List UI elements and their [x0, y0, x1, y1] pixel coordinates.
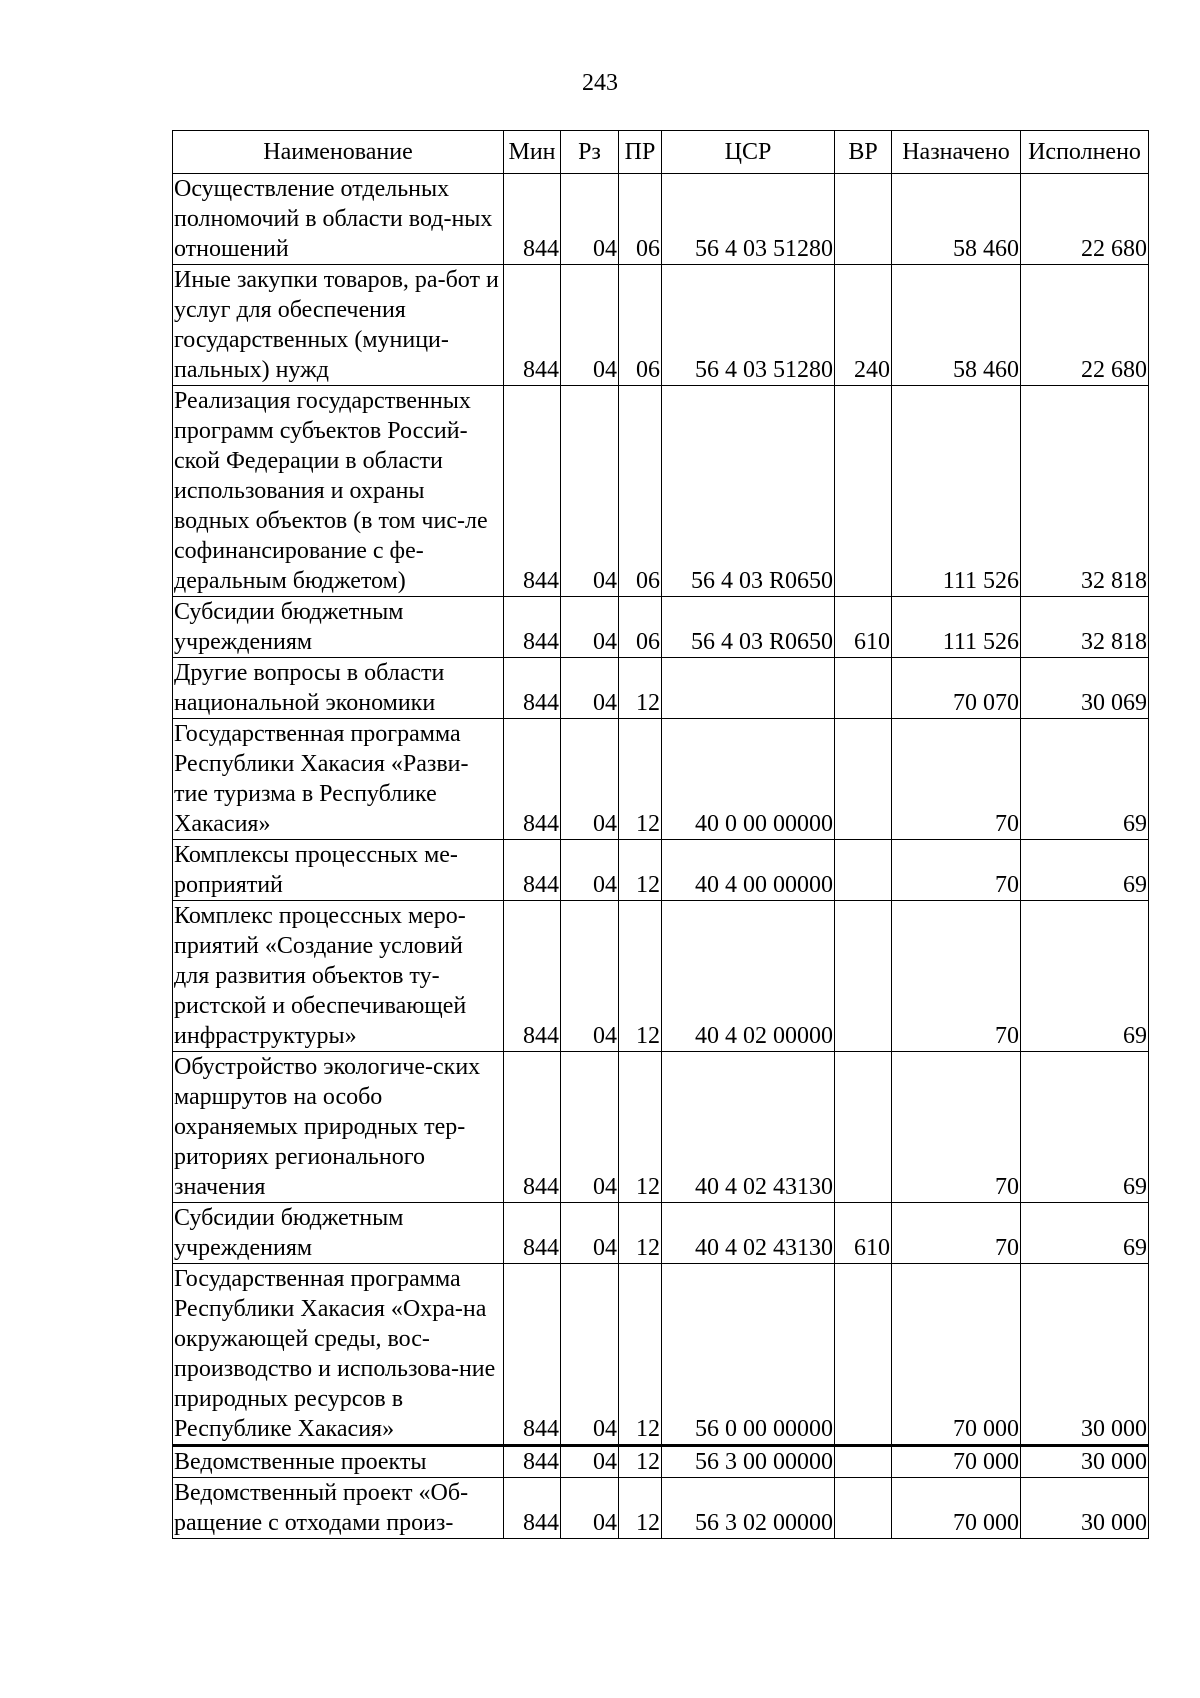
row-name: Реализация государственных программ субъектов Россий-ской Федерации в области использования и охраны водных объектов (в том чис-ле софинансирование с фе-деральным бюджетом)	[173, 386, 504, 597]
row-name: Ведомственный проект «Об-ращение с отходами произ-	[173, 1478, 504, 1539]
row-rz: 04	[561, 1478, 619, 1539]
row-pr: 06	[619, 386, 662, 597]
row-rz: 04	[561, 901, 619, 1052]
header-csr: ЦСР	[662, 131, 835, 174]
table-row	[173, 658, 1149, 719]
table-row	[173, 1478, 1149, 1539]
row-csr: 40 4 02 43130	[662, 1203, 835, 1264]
row-min: 844	[504, 597, 561, 658]
row-csr: 40 4 02 00000	[662, 901, 835, 1052]
row-csr: 40 4 00 00000	[662, 840, 835, 901]
row-executed: 30 000	[1021, 1446, 1149, 1478]
table-row	[173, 1264, 1149, 1446]
row-assigned: 70 000	[892, 1478, 1021, 1539]
row-rz: 04	[561, 658, 619, 719]
row-min: 844	[504, 1203, 561, 1264]
row-min: 844	[504, 1052, 561, 1203]
row-pr: 12	[619, 1203, 662, 1264]
row-csr: 56 0 00 00000	[662, 1264, 835, 1446]
row-vr: 240	[835, 265, 892, 386]
row-csr: 56 4 03 51280	[662, 174, 835, 265]
row-executed: 69	[1021, 1203, 1149, 1264]
table-row	[173, 1052, 1149, 1203]
row-name: Государственная программа Республики Хакасия «Разви-тие туризма в Республике Хакасия»	[173, 719, 504, 840]
header-rz: Рз	[561, 131, 619, 174]
row-pr: 12	[619, 901, 662, 1052]
row-name: Комплексы процессных ме-роприятий	[173, 840, 504, 901]
row-pr: 06	[619, 174, 662, 265]
row-min: 844	[504, 265, 561, 386]
row-pr: 12	[619, 1052, 662, 1203]
row-rz: 04	[561, 386, 619, 597]
row-pr: 06	[619, 597, 662, 658]
row-min: 844	[504, 840, 561, 901]
table-row	[173, 174, 1149, 265]
row-executed: 69	[1021, 901, 1149, 1052]
row-pr: 12	[619, 1478, 662, 1539]
row-min: 844	[504, 658, 561, 719]
row-pr: 12	[619, 719, 662, 840]
row-pr: 06	[619, 265, 662, 386]
row-rz: 04	[561, 597, 619, 658]
table-row	[173, 1446, 1149, 1478]
table-row	[173, 719, 1149, 840]
row-vr	[835, 901, 892, 1052]
row-assigned: 58 460	[892, 174, 1021, 265]
table-row	[173, 597, 1149, 658]
row-rz: 04	[561, 1052, 619, 1203]
row-assigned: 70	[892, 1052, 1021, 1203]
row-executed: 30 000	[1021, 1264, 1149, 1446]
row-assigned: 70	[892, 1203, 1021, 1264]
header-min: Мин	[504, 131, 561, 174]
row-min: 844	[504, 174, 561, 265]
row-csr: 56 3 02 00000	[662, 1478, 835, 1539]
row-csr: 56 4 03 R0650	[662, 386, 835, 597]
row-vr: 610	[835, 1203, 892, 1264]
row-csr	[662, 658, 835, 719]
row-vr	[835, 386, 892, 597]
row-csr: 56 3 00 00000	[662, 1446, 835, 1478]
row-name: Ведомственные проекты	[173, 1446, 504, 1478]
table-row	[173, 1203, 1149, 1264]
row-vr	[835, 1478, 892, 1539]
row-vr	[835, 174, 892, 265]
row-assigned: 70 000	[892, 1446, 1021, 1478]
row-rz: 04	[561, 1203, 619, 1264]
row-executed: 69	[1021, 719, 1149, 840]
row-min: 844	[504, 1446, 561, 1478]
row-rz: 04	[561, 840, 619, 901]
table-row	[173, 386, 1149, 597]
row-csr: 56 4 03 51280	[662, 265, 835, 386]
row-vr: 610	[835, 597, 892, 658]
row-vr	[835, 658, 892, 719]
row-name: Осуществление отдельных полномочий в области вод-ных отношений	[173, 174, 504, 265]
row-executed: 69	[1021, 1052, 1149, 1203]
row-assigned: 70	[892, 901, 1021, 1052]
row-rz: 04	[561, 1264, 619, 1446]
row-min: 844	[504, 719, 561, 840]
row-vr	[835, 719, 892, 840]
row-executed: 69	[1021, 840, 1149, 901]
header-pr: ПР	[619, 131, 662, 174]
table-row	[173, 265, 1149, 386]
budget-table	[172, 130, 1149, 1539]
header-name: Наименование	[173, 131, 504, 174]
row-rz: 04	[561, 1446, 619, 1478]
row-csr: 40 4 02 43130	[662, 1052, 835, 1203]
row-executed: 30 000	[1021, 1478, 1149, 1539]
row-name: Другие вопросы в области национальной экономики	[173, 658, 504, 719]
row-min: 844	[504, 1478, 561, 1539]
row-name: Субсидии бюджетным учреждениям	[173, 597, 504, 658]
row-assigned: 70	[892, 840, 1021, 901]
row-executed: 22 680	[1021, 265, 1149, 386]
row-name: Комплекс процессных меро-приятий «Создание условий для развития объектов ту-ристской и обеспечивающей инфраструктуры»	[173, 901, 504, 1052]
page-number: 243	[582, 70, 618, 96]
row-pr: 12	[619, 1446, 662, 1478]
row-name: Государственная программа Республики Хакасия «Охра-на окружающей среды, вос-производство и использова-ние природных ресурсов в Республике Хакасия»	[173, 1264, 504, 1446]
row-name: Иные закупки товаров, ра-бот и услуг для обеспечения государственных (муници-пальных) нужд	[173, 265, 504, 386]
row-assigned: 111 526	[892, 386, 1021, 597]
header-vr: ВР	[835, 131, 892, 174]
row-pr: 12	[619, 658, 662, 719]
row-vr	[835, 1264, 892, 1446]
row-rz: 04	[561, 719, 619, 840]
row-csr: 40 0 00 00000	[662, 719, 835, 840]
row-min: 844	[504, 901, 561, 1052]
row-assigned: 111 526	[892, 597, 1021, 658]
row-executed: 22 680	[1021, 174, 1149, 265]
row-assigned: 70 070	[892, 658, 1021, 719]
row-assigned: 70 000	[892, 1264, 1021, 1446]
row-rz: 04	[561, 174, 619, 265]
row-executed: 32 818	[1021, 386, 1149, 597]
row-vr	[835, 1052, 892, 1203]
row-csr: 56 4 03 R0650	[662, 597, 835, 658]
row-pr: 12	[619, 840, 662, 901]
row-assigned: 58 460	[892, 265, 1021, 386]
row-pr: 12	[619, 1264, 662, 1446]
row-rz: 04	[561, 265, 619, 386]
table-row	[173, 840, 1149, 901]
row-name: Субсидии бюджетным учреждениям	[173, 1203, 504, 1264]
row-vr	[835, 840, 892, 901]
row-min: 844	[504, 1264, 561, 1446]
row-assigned: 70	[892, 719, 1021, 840]
row-name: Обустройство экологиче-ских маршрутов на особо охраняемых природных тер-риториях регионального значения	[173, 1052, 504, 1203]
header-assigned: Назначено	[892, 131, 1021, 174]
table-row	[173, 901, 1149, 1052]
row-executed: 32 818	[1021, 597, 1149, 658]
row-executed: 30 069	[1021, 658, 1149, 719]
header-executed: Исполнено	[1021, 131, 1149, 174]
row-vr	[835, 1446, 892, 1478]
table-header-row	[173, 131, 1149, 174]
row-min: 844	[504, 386, 561, 597]
